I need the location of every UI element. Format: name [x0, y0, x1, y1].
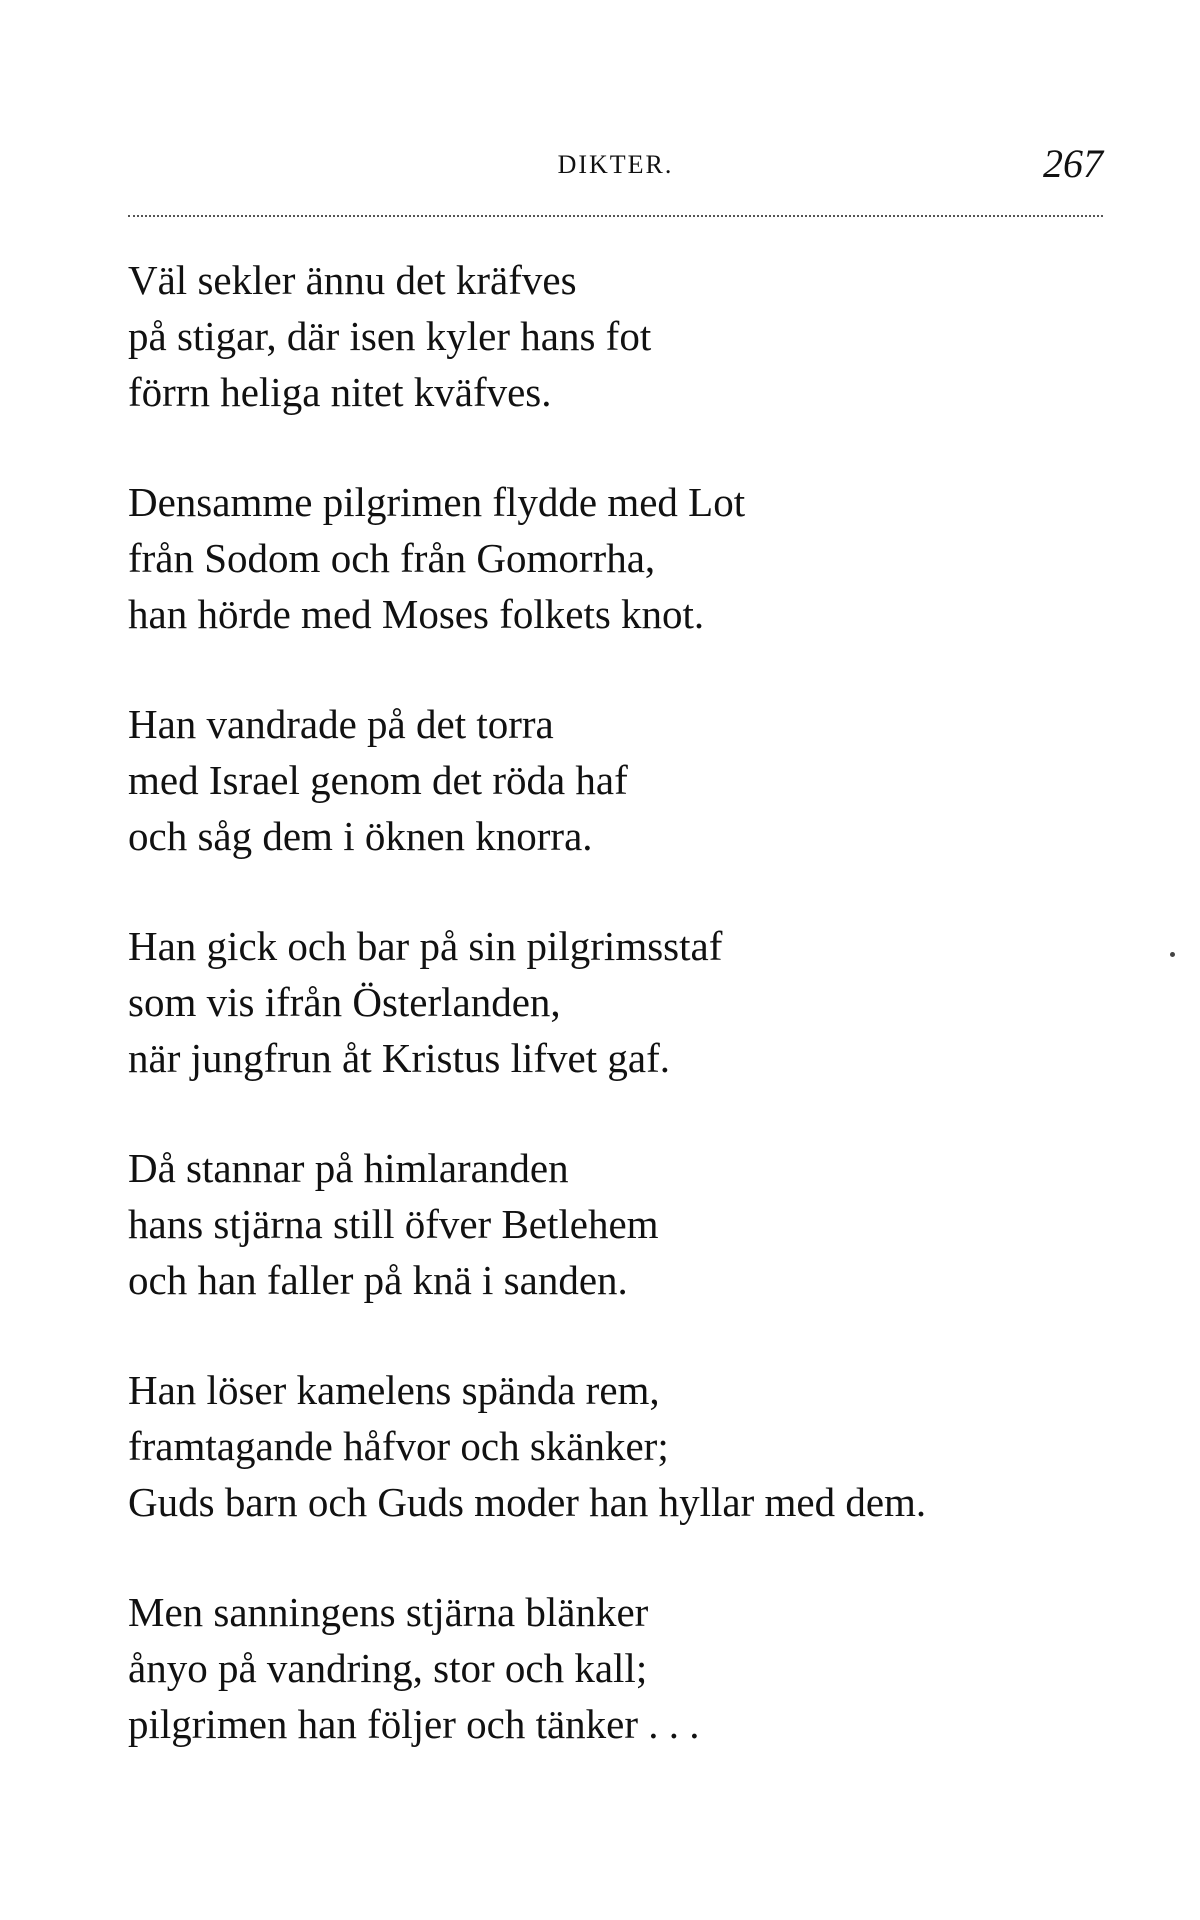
poem-line: Men sanningens stjärna blänker — [128, 1589, 649, 1635]
stanza-7 — [128, 1584, 1128, 1752]
poem-line: Väl sekler ännu det kräfves — [128, 257, 577, 303]
stanza-6 — [128, 1362, 1128, 1530]
poem-line: Då stannar på himlaranden — [128, 1145, 569, 1191]
poem-line: som vis ifrån Österlanden, — [128, 979, 561, 1025]
stanza-2 — [128, 474, 1128, 642]
scan-speck — [1170, 952, 1175, 957]
poem-line: pilgrimen han följer och tänker . . . — [128, 1701, 700, 1747]
poem-line: förrn heliga nitet kväfves. — [128, 369, 552, 415]
poem-line: ånyo på vandring, stor och kall; — [128, 1645, 648, 1691]
running-head — [128, 140, 1103, 200]
poem-line: framtagande håfvor och skänker; — [128, 1423, 669, 1469]
stanza-1 — [128, 252, 1128, 420]
poem-line: hans stjärna still öfver Betlehem — [128, 1201, 659, 1247]
poem-line: och han faller på knä i sanden. — [128, 1257, 628, 1303]
poem-line: Guds barn och Guds moder han hyllar med dem. — [128, 1479, 927, 1525]
running-title: DIKTER. — [557, 150, 674, 179]
poem-line: Han gick och bar på sin pilgrimsstaf — [128, 923, 723, 969]
poem-line: Densamme pilgrimen flydde med Lot — [128, 479, 746, 525]
header-rule — [128, 215, 1103, 217]
poem-line: Han löser kamelens spända rem, — [128, 1367, 660, 1413]
poem-line: och såg dem i öknen knorra. — [128, 813, 593, 859]
poem-line: från Sodom och från Gomorrha, — [128, 535, 656, 581]
stanza-3 — [128, 696, 1128, 864]
stanza-5 — [128, 1140, 1128, 1308]
poem-body — [128, 252, 1128, 1806]
poem-line: han hörde med Moses folkets knot. — [128, 591, 705, 637]
poem-line: med Israel genom det röda haf — [128, 757, 628, 803]
poem-line: på stigar, där isen kyler hans fot — [128, 313, 652, 359]
page-number: 267 — [1043, 141, 1103, 186]
poem-line: när jungfrun åt Kristus lifvet gaf. — [128, 1035, 670, 1081]
stanza-4 — [128, 918, 1128, 1086]
poem-line: Han vandrade på det torra — [128, 701, 554, 747]
